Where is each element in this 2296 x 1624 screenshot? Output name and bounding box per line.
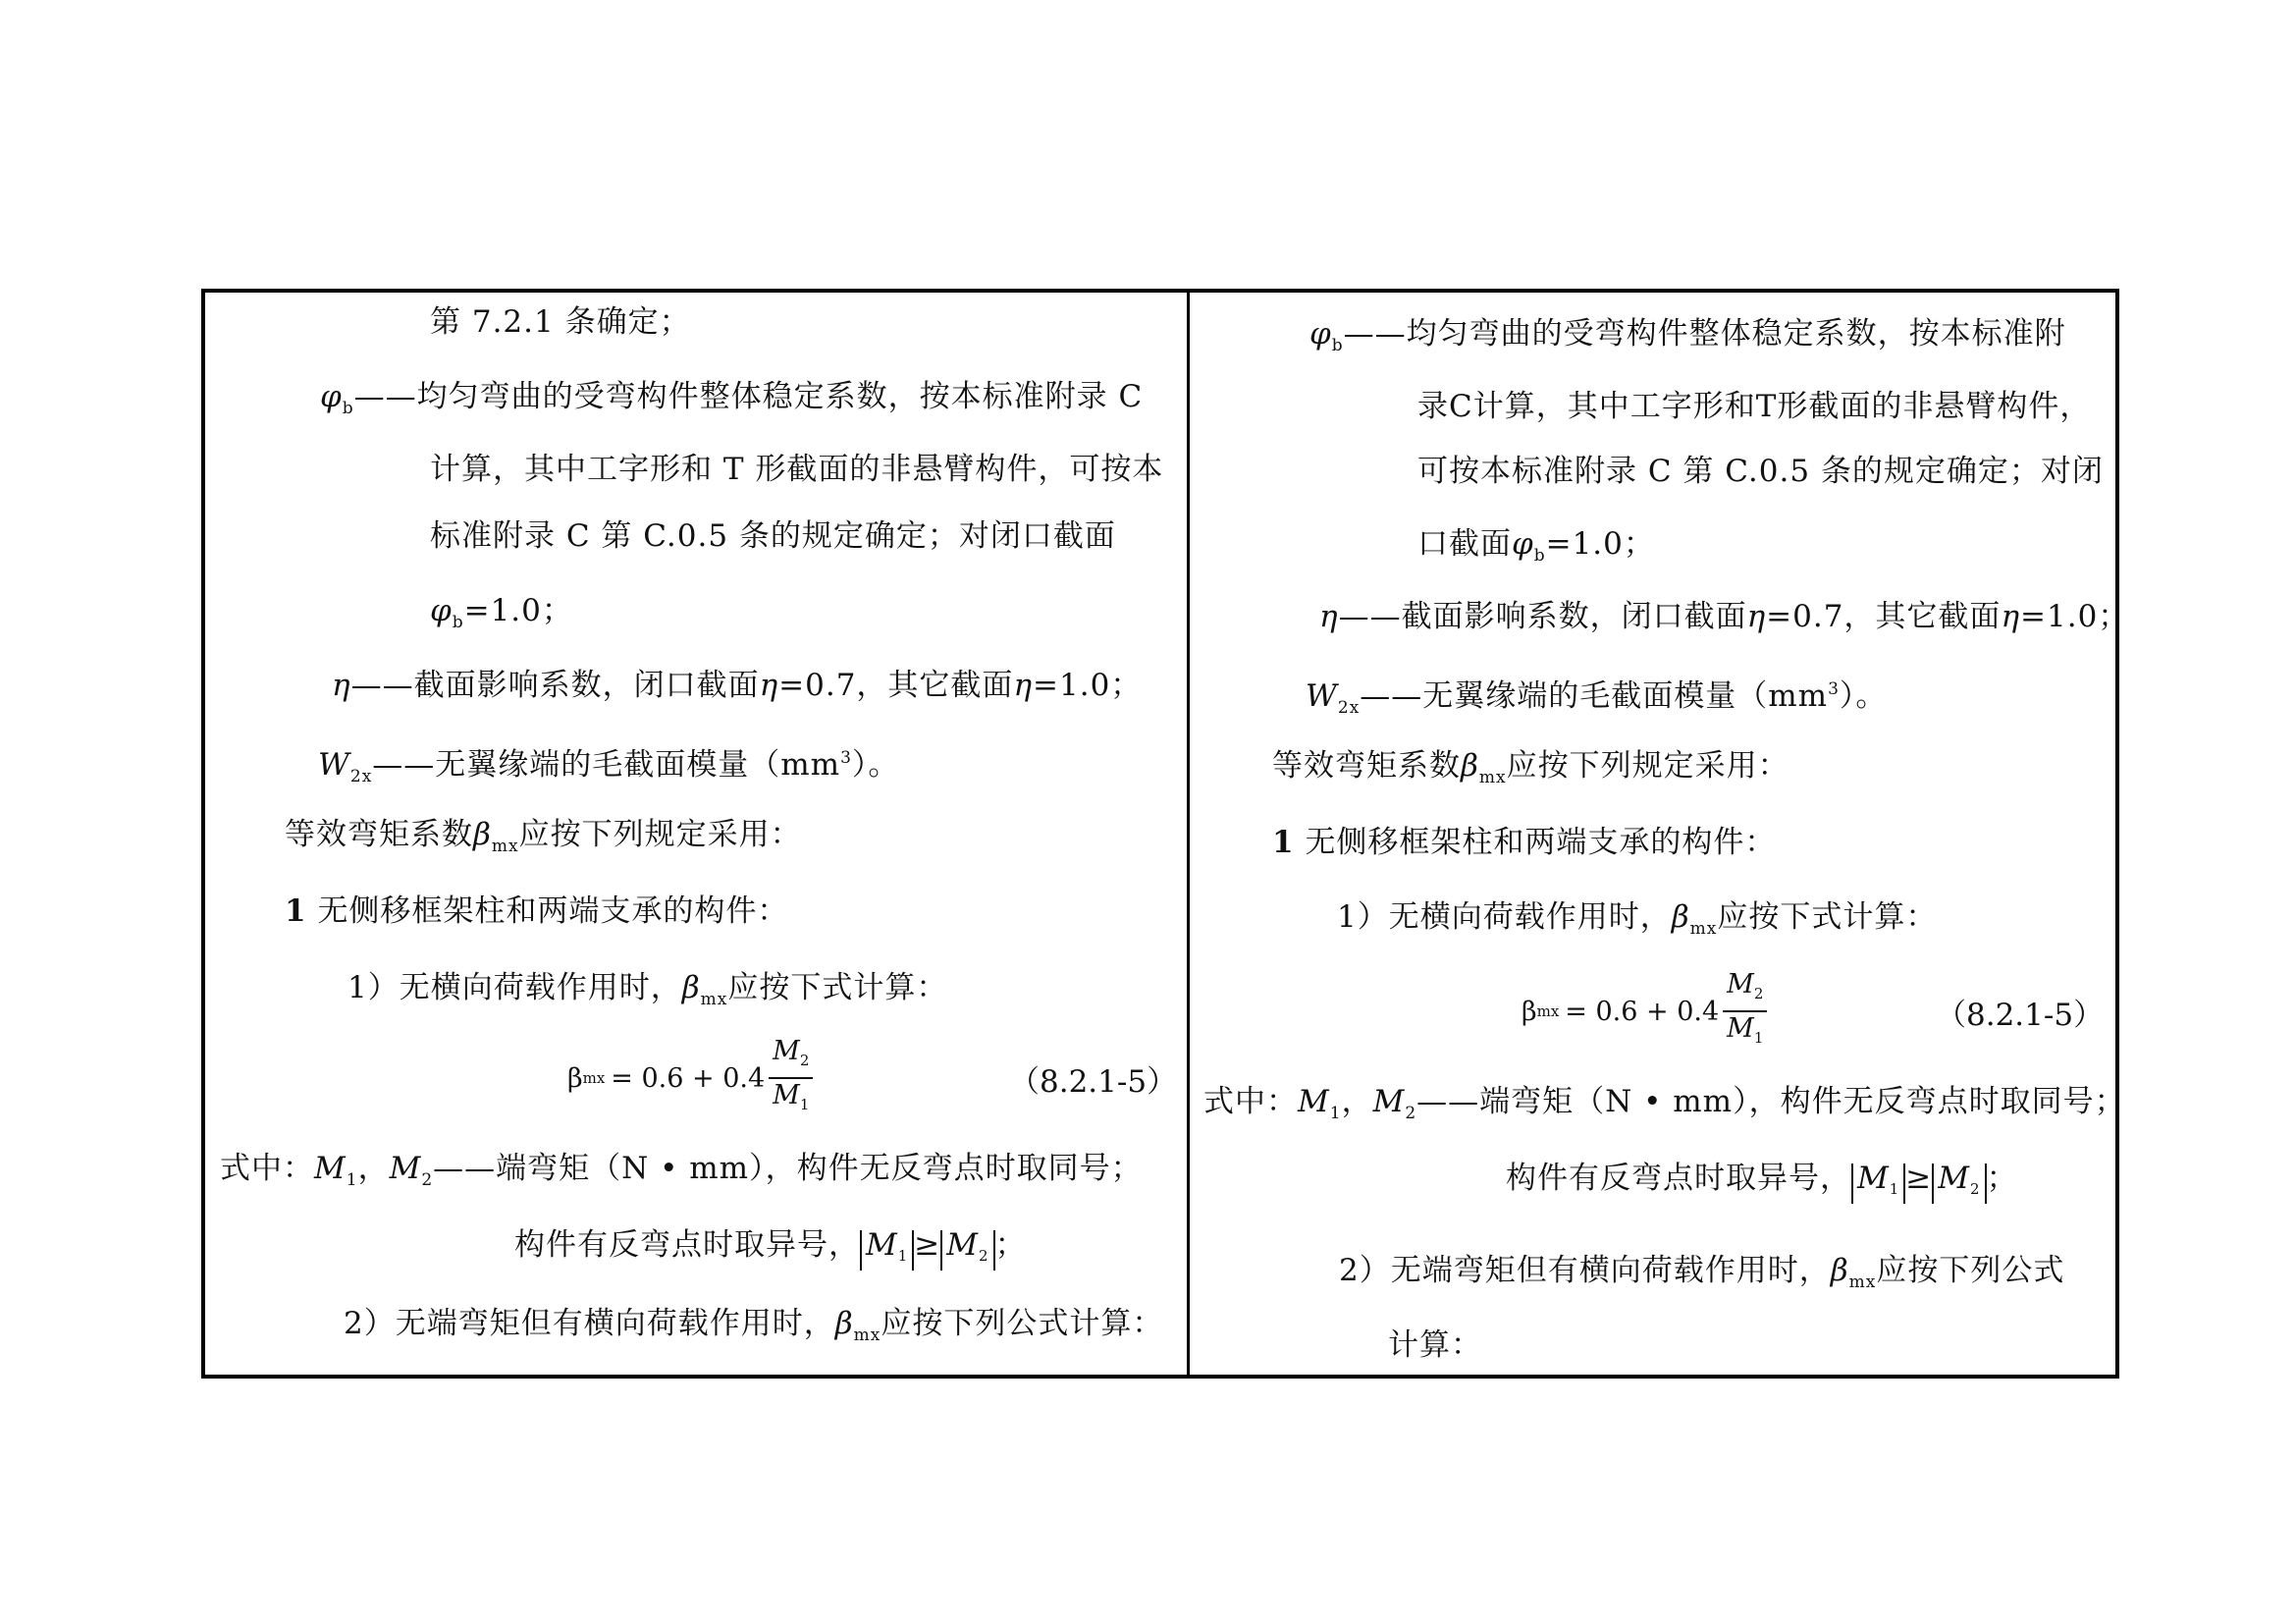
left-line-1: 第 7.2.1 条确定； <box>430 304 691 340</box>
right-line-2: 录C计算，其中工字形和T形截面的非悬臂构件， <box>1417 389 2092 424</box>
left-line-12: 构件有反弯点时取异号， $M_1 \ge M_2$ ； <box>514 1225 1027 1271</box>
left-equation-number: （8.2.1-5） <box>1009 1064 1178 1100</box>
right-line-8: 1 无侧移框架柱和两端支承的构件： <box>1272 825 1777 860</box>
left-line-3: 计算，其中工字形和 T 形截面的非悬臂构件，可按本 <box>430 452 1164 487</box>
right-equation-fraction: $\frac{M_2}{M_1}$ <box>1723 970 1767 1053</box>
right-line-3: 可按本标准附录 C 第 C.0.5 条的规定确定；对闭 <box>1417 454 2104 489</box>
right-line-12: 2）无端弯矩但有横向荷载作用时，$\beta_{mx}$应按下列公式 <box>1339 1253 2065 1292</box>
abs-m2: $M_2$ <box>940 1230 994 1271</box>
right-equation-number: （8.2.1-5） <box>1936 998 2105 1033</box>
right-line-13: 计算： <box>1388 1327 1482 1363</box>
right-line-10: 式中：$M_1$，$M_2——$端弯矩（N • mm），构件无反弯点时取同号； <box>1203 1084 2126 1123</box>
left-line-5: $\varphi_b=1.0$； <box>430 593 573 632</box>
left-line-4: 标准附录 C 第 C.0.5 条的规定确定；对闭口截面 <box>430 518 1116 554</box>
left-equation: β mx = 0.6 + 0.4 $\frac{M_2}{M_1}$ <box>567 1037 813 1119</box>
left-line-13: 2）无端弯矩但有横向荷载作用时，$\beta_{mx}$应按下列公式计算： <box>344 1306 1164 1345</box>
right-line-1: $\varphi_b——$均匀弯曲的受弯构件整体稳定系数，按本标准附 <box>1309 316 2066 355</box>
left-line-11: 式中：$M_1$，$M_2——$端弯矩（N • mm），构件无反弯点时取同号； <box>220 1151 1143 1190</box>
left-line-2: $\varphi_b——$均匀弯曲的受弯构件整体稳定系数，按本标准附录 C <box>320 379 1144 418</box>
left-line-9: 1 无侧移框架柱和两端支承的构件： <box>285 893 789 929</box>
left-equation-fraction: $\frac{M_2}{M_1}$ <box>769 1037 813 1119</box>
abs-m1: $M_1$ <box>1851 1164 1905 1204</box>
right-equation: β mx = 0.6 + 0.4 $\frac{M_2}{M_1}$ <box>1522 970 1767 1053</box>
abs-m2: $M_2$ <box>1932 1164 1986 1204</box>
left-line-7: $W_{2x}——$无翼缘端的毛截面模量$(mm^3)$。 <box>318 747 900 786</box>
abs-m1: $M_1$ <box>860 1230 914 1271</box>
left-line-8: 等效弯矩系数$\beta_{mx}$应按下列规定采用： <box>285 817 802 856</box>
right-line-4: 口截面$\varphi_b=1.0$； <box>1417 526 1655 566</box>
right-line-7: 等效弯矩系数$\beta_{mx}$应按下列规定采用： <box>1272 748 1789 787</box>
right-line-9: 1）无横向荷载作用时，$\beta_{mx}$应按下式计算： <box>1337 899 1938 939</box>
right-column <box>1194 293 2130 1373</box>
left-line-10: 1）无横向荷载作用时，$\beta_{mx}$应按下式计算： <box>347 970 948 1009</box>
right-line-5: η——截面影响系数，闭口截面η=0.7，其它截面η=1.0； <box>1319 599 2130 634</box>
right-line-11: 构件有反弯点时取异号， $M_1 \ge M_2$ ； <box>1506 1159 2018 1204</box>
left-line-6: η——截面影响系数，闭口截面η=0.7，其它截面η=1.0； <box>332 668 1143 703</box>
column-divider <box>1187 289 1190 1379</box>
right-line-6: $W_{2x}——$无翼缘端的毛截面模量$(mm^3)$。 <box>1306 678 1888 718</box>
left-column <box>206 293 1184 1373</box>
